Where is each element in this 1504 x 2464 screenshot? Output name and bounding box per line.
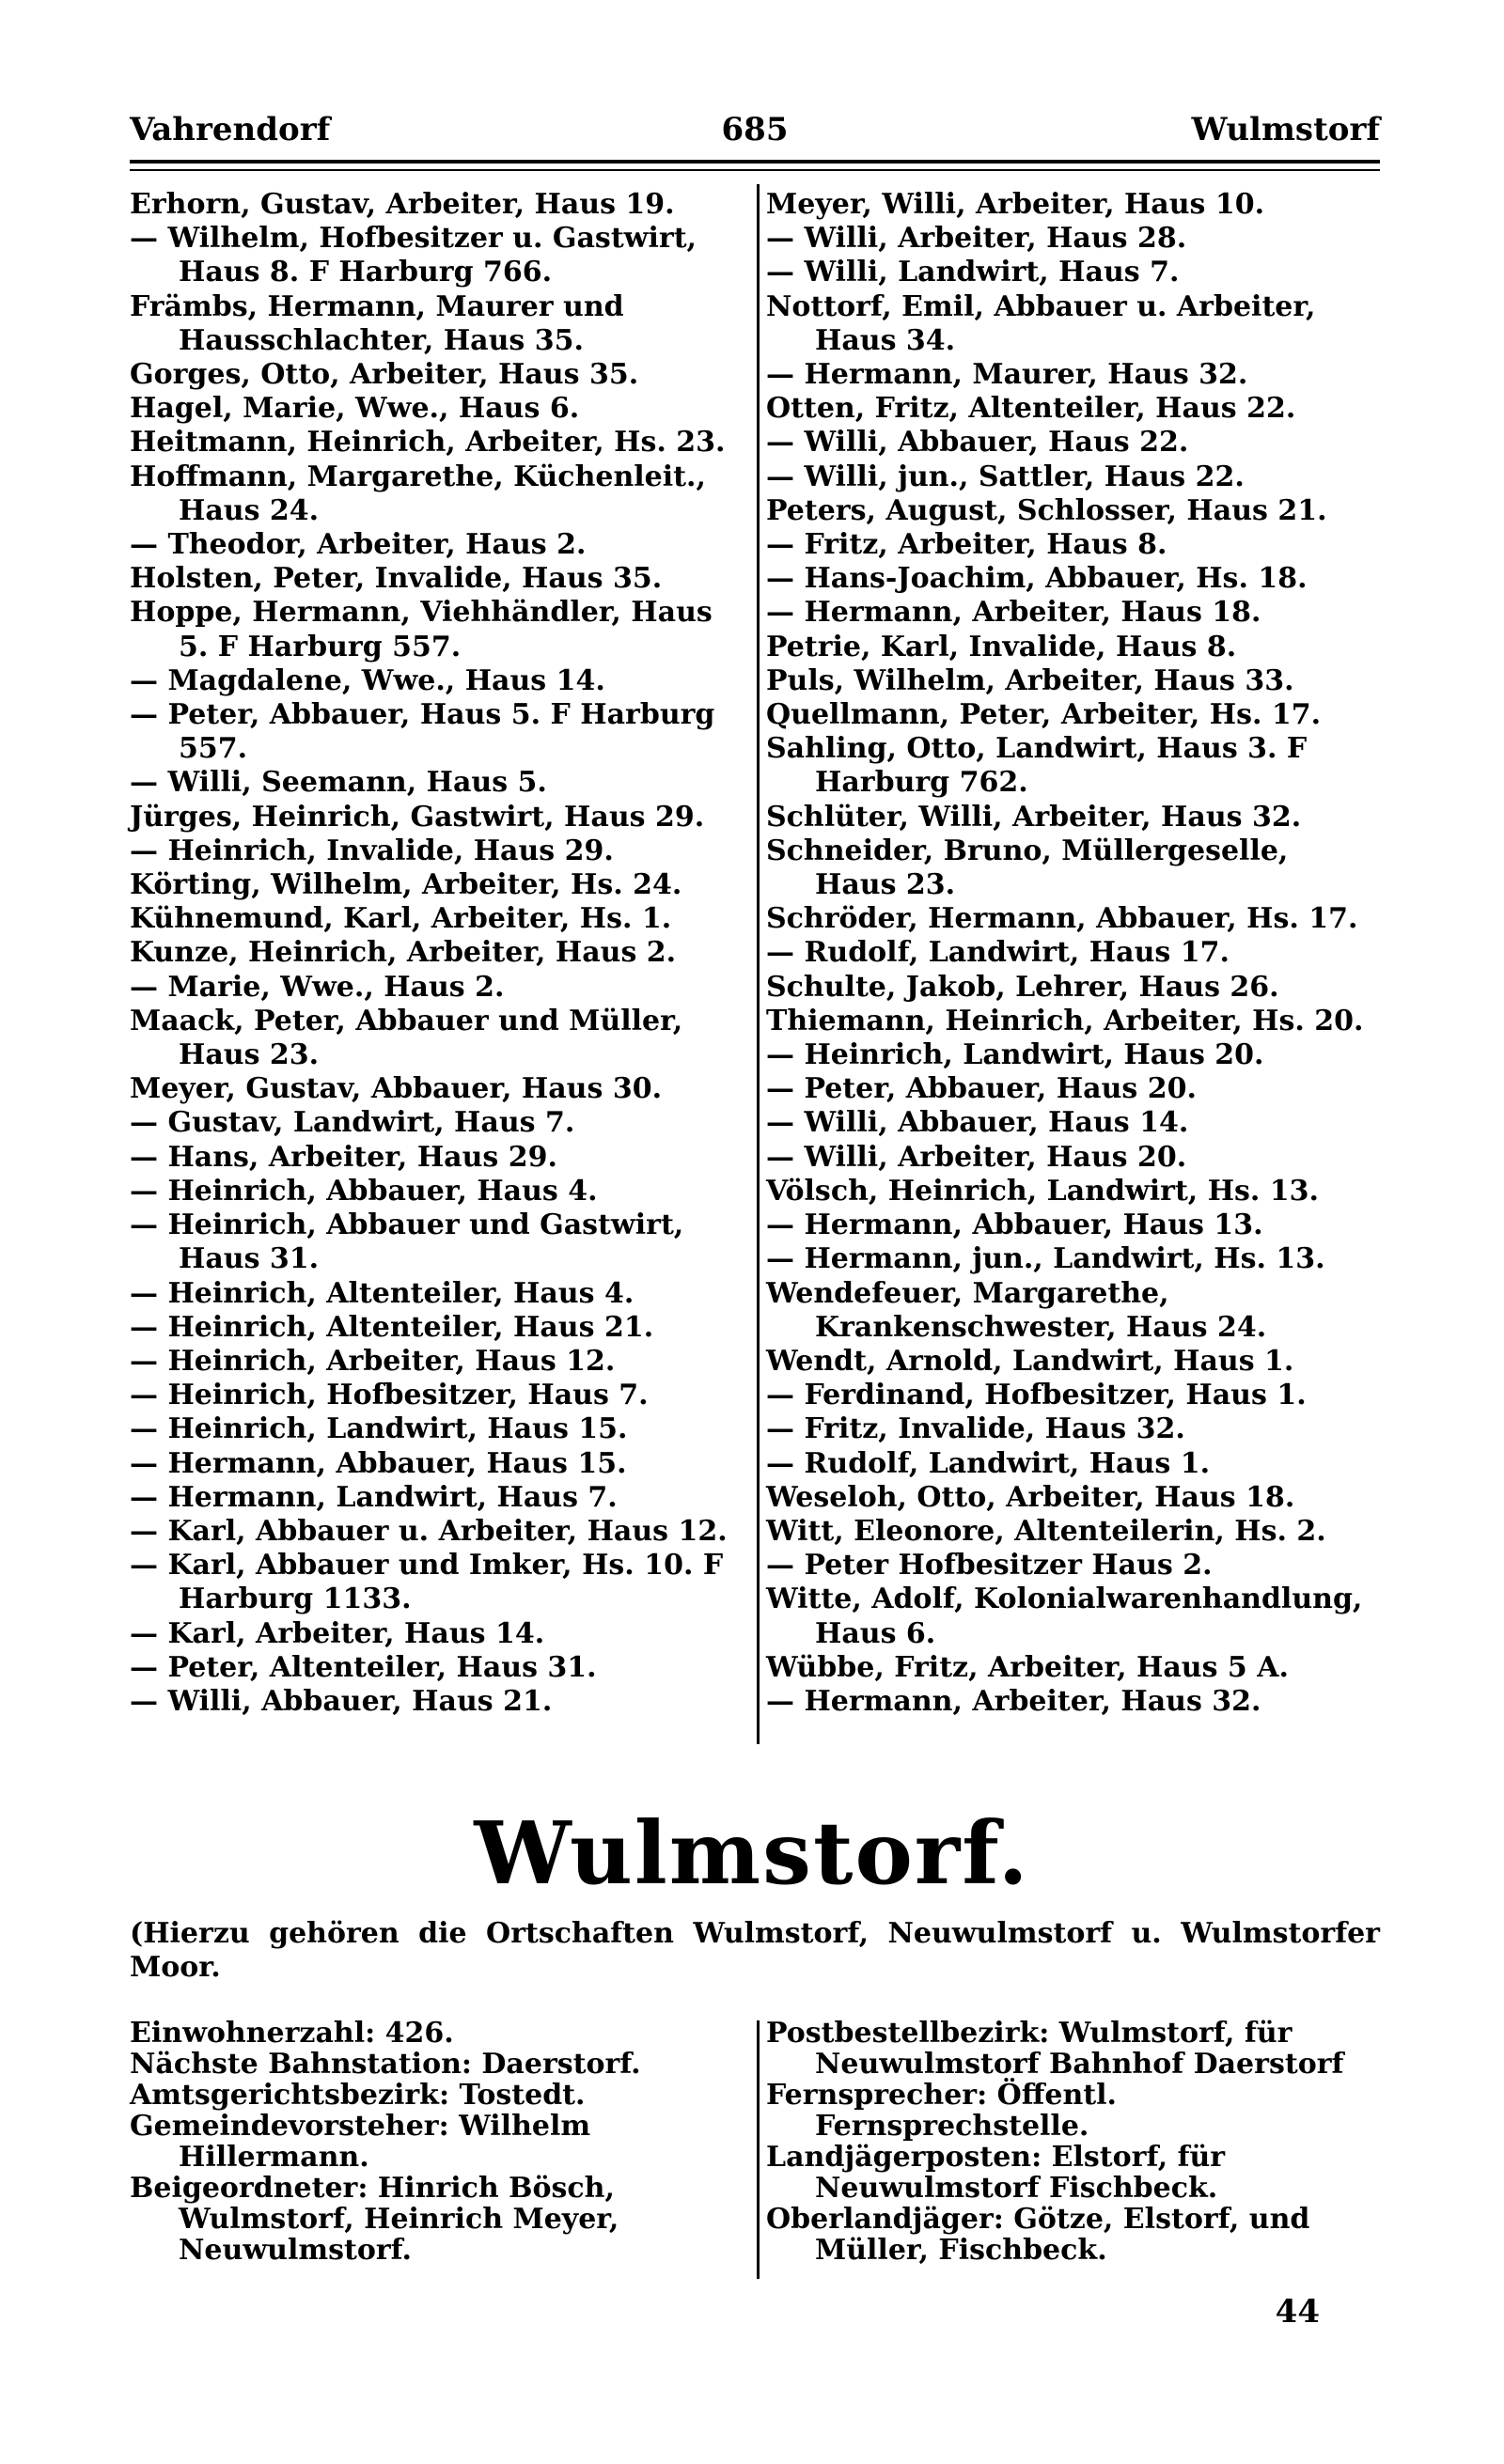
directory-entry: — Magdalene, Wwe., Haus 14. [130, 663, 605, 697]
info-entry: Nächste Bahnstation: Daerstorf. [130, 2048, 641, 2081]
section-title: Wulmstorf. [474, 1802, 1030, 1904]
directory-entry: — Heinrich, Altenteiler, Haus 4. [130, 1276, 634, 1310]
directory-entry: Kühnemund, Karl, Arbeiter, Hs. 1. [130, 902, 672, 936]
directory-entry: — Rudolf, Landwirt, Haus 1. [766, 1446, 1211, 1480]
header-left-place: Vahrendorf [130, 111, 331, 148]
directory-entry: — Heinrich, Altenteiler, Haus 21. [130, 1310, 654, 1344]
directory-entry: Schröder, Hermann, Abbauer, Hs. 17. [766, 902, 1358, 936]
directory-entry: — Wilhelm, Hofbesitzer u. Gastwirt, Haus 8. F Harburg 766. [130, 222, 697, 289]
directory-entry: Meyer, Willi, Arbeiter, Haus 10. [766, 188, 1265, 221]
directory-entry: — Fritz, Invalide, Haus 32. [766, 1412, 1185, 1446]
directory-entry: Gorges, Otto, Arbeiter, Haus 35. [130, 358, 639, 392]
directory-entry: — Willi, Arbeiter, Haus 20. [766, 1140, 1187, 1174]
directory-entry: Wendt, Arnold, Landwirt, Haus 1. [766, 1344, 1294, 1378]
info-entry: Amtsgerichtsbezirk: Tostedt. [130, 2079, 586, 2112]
directory-entry: Främbs, Hermann, Maurer und Hausschlachter, Haus 35. [130, 289, 624, 357]
directory-entry: — Theodor, Arbeiter, Haus 2. [130, 528, 587, 562]
directory-entry: — Hermann, jun., Landwirt, Hs. 13. [766, 1242, 1325, 1276]
directory-entry: — Peter, Abbauer, Haus 20. [766, 1072, 1197, 1106]
info-entry: Einwohnerzahl: 426. [130, 2017, 454, 2050]
directory-entry: — Willi, Abbauer, Haus 14. [766, 1106, 1189, 1140]
directory-entry: Völsch, Heinrich, Landwirt, Hs. 13. [766, 1174, 1320, 1208]
right-column-entries [766, 188, 1377, 1719]
directory-entry: — Karl, Abbauer und Imker, Hs. 10. F Harburg 1133. [130, 1549, 724, 1616]
directory-entry: — Ferdinand, Hofbesitzer, Haus 1. [766, 1379, 1307, 1412]
directory-entry: Schulte, Jakob, Lehrer, Haus 26. [766, 970, 1279, 1004]
header-rule-thick [130, 160, 1380, 164]
directory-entry: — Peter Hofbesitzer Haus 2. [766, 1549, 1213, 1583]
directory-entry: Meyer, Gustav, Abbauer, Haus 30. [130, 1072, 663, 1106]
directory-entry: — Hermann, Maurer, Haus 32. [766, 358, 1248, 392]
column-divider-bottom [757, 2020, 760, 2279]
directory-entry: — Willi, jun., Sattler, Haus 22. [766, 460, 1245, 493]
directory-entry: Weseloh, Otto, Arbeiter, Haus 18. [766, 1480, 1295, 1514]
directory-entry: Erhorn, Gustav, Arbeiter, Haus 19. [130, 188, 675, 221]
directory-entry: — Karl, Arbeiter, Haus 14. [130, 1616, 545, 1650]
section-note: (Hierzu gehören die Ortschaften Wulmstorf, Neuwulmstorf u. Wulmstorfer Moor. [130, 1917, 1380, 1984]
directory-entry: — Willi, Landwirt, Haus 7. [766, 256, 1180, 289]
directory-entry: — Hans-Joachim, Abbauer, Hs. 18. [766, 562, 1308, 596]
directory-entry: — Willi, Abbauer, Haus 21. [130, 1684, 553, 1718]
directory-entry: Jürges, Heinrich, Gastwirt, Haus 29. [130, 800, 705, 834]
directory-entry: Körting, Wilhelm, Arbeiter, Hs. 24. [130, 868, 682, 902]
column-divider-top [757, 184, 760, 1744]
directory-entry: Sahling, Otto, Landwirt, Haus 3. F Harburg 762. [766, 732, 1308, 800]
directory-entry: — Hermann, Arbeiter, Haus 18. [766, 596, 1261, 630]
directory-entry: Hagel, Marie, Wwe., Haus 6. [130, 392, 580, 426]
directory-entry: Hoffmann, Margarethe, Küchenleit., Haus 24. [130, 460, 706, 527]
directory-entry: Petrie, Karl, Invalide, Haus 8. [766, 630, 1237, 663]
directory-entry: Schneider, Bruno, Müllergeselle, Haus 23. [766, 834, 1289, 902]
running-header [130, 111, 1380, 160]
info-entry: Oberlandjäger: Götze, Elstorf, und Müller, Fischbeck. [766, 2203, 1310, 2267]
directory-entry: Kunze, Heinrich, Arbeiter, Haus 2. [130, 936, 677, 970]
header-page-number: 685 [721, 111, 789, 148]
directory-entry: Thiemann, Heinrich, Arbeiter, Hs. 20. [766, 1004, 1364, 1037]
directory-entry: — Fritz, Arbeiter, Haus 8. [766, 528, 1167, 562]
directory-entry: — Karl, Abbauer u. Arbeiter, Haus 12. [130, 1514, 728, 1548]
info-entry: Landjägerposten: Elstorf, für Neuwulmstorf Fischbeck. [766, 2141, 1226, 2205]
directory-entry: — Hermann, Abbauer, Haus 15. [130, 1446, 627, 1480]
directory-entry: — Marie, Wwe., Haus 2. [130, 970, 505, 1004]
directory-entry: — Willi, Arbeiter, Haus 28. [766, 222, 1187, 256]
directory-entry: — Hermann, Arbeiter, Haus 32. [766, 1684, 1261, 1718]
directory-entry: Holsten, Peter, Invalide, Haus 35. [130, 562, 663, 596]
directory-entry: — Heinrich, Abbauer, Haus 4. [130, 1174, 598, 1208]
directory-entry: Otten, Fritz, Altenteiler, Haus 22. [766, 392, 1296, 426]
directory-entry: Witt, Eleonore, Altenteilerin, Hs. 2. [766, 1514, 1326, 1548]
info-entry: Postbestellbezirk: Wulmstorf, für Neuwulmstorf Bahnhof Daerstorf [766, 2017, 1344, 2081]
directory-entry: Puls, Wilhelm, Arbeiter, Haus 33. [766, 663, 1294, 697]
info-entry: Beigeordneter: Hinrich Bösch, Wulmstorf, Heinrich Meyer, Neuwulmstorf. [130, 2172, 619, 2267]
directory-entry: Heitmann, Heinrich, Arbeiter, Hs. 23. [130, 426, 726, 460]
info-entry: Gemeindevorsteher: Wilhelm Hillermann. [130, 2110, 591, 2174]
directory-entry: — Peter, Altenteiler, Haus 31. [130, 1650, 597, 1684]
info-right-block [766, 2018, 1377, 2266]
directory-entry: — Heinrich, Hofbesitzer, Haus 7. [130, 1379, 649, 1412]
directory-entry: — Heinrich, Invalide, Haus 29. [130, 834, 614, 867]
footer-page-number: 44 [1275, 2293, 1320, 2331]
directory-entry: Witte, Adolf, Kolonialwarenhandlung, Haus 6. [766, 1583, 1363, 1650]
directory-entry: — Heinrich, Landwirt, Haus 15. [130, 1412, 628, 1446]
directory-entry: — Hans, Arbeiter, Haus 29. [130, 1140, 557, 1174]
directory-entry: — Hermann, Landwirt, Haus 7. [130, 1480, 618, 1514]
directory-entry: — Heinrich, Landwirt, Haus 20. [766, 1038, 1264, 1072]
directory-entry: Nottorf, Emil, Abbauer u. Arbeiter, Haus 34. [766, 289, 1316, 357]
info-left-block [130, 2018, 741, 2266]
directory-entry: Quellmann, Peter, Arbeiter, Hs. 17. [766, 698, 1322, 732]
directory-entry: — Willi, Seemann, Haus 5. [130, 766, 547, 800]
directory-entry: — Heinrich, Arbeiter, Haus 12. [130, 1344, 616, 1378]
directory-entry: — Gustav, Landwirt, Haus 7. [130, 1106, 575, 1140]
directory-entry: — Peter, Abbauer, Haus 5. F Harburg 557. [130, 698, 715, 766]
directory-entry: Maack, Peter, Abbauer und Müller, Haus 23. [130, 1004, 683, 1072]
directory-entry: Wendefeuer, Margarethe, Krankenschwester, Haus 24. [766, 1276, 1267, 1344]
directory-entry: Hoppe, Hermann, Viehhändler, Haus 5. F Harburg 557. [130, 596, 713, 663]
directory-entry: — Willi, Abbauer, Haus 22. [766, 426, 1189, 460]
directory-entry: Schlüter, Willi, Arbeiter, Haus 32. [766, 800, 1302, 834]
directory-entry: — Hermann, Abbauer, Haus 13. [766, 1209, 1263, 1242]
left-column-entries [130, 188, 741, 1719]
header-right-place: Wulmstorf [1191, 111, 1380, 148]
info-entry: Fernsprecher: Öffentl. Fernsprechstelle. [766, 2079, 1117, 2143]
header-rule-thin [130, 169, 1380, 171]
directory-entry: Peters, August, Schlosser, Haus 21. [766, 493, 1327, 527]
directory-entry: Wübbe, Fritz, Arbeiter, Haus 5 A. [766, 1650, 1289, 1684]
directory-entry: — Rudolf, Landwirt, Haus 17. [766, 936, 1230, 970]
directory-entry: — Heinrich, Abbauer und Gastwirt, Haus 31. [130, 1209, 684, 1276]
